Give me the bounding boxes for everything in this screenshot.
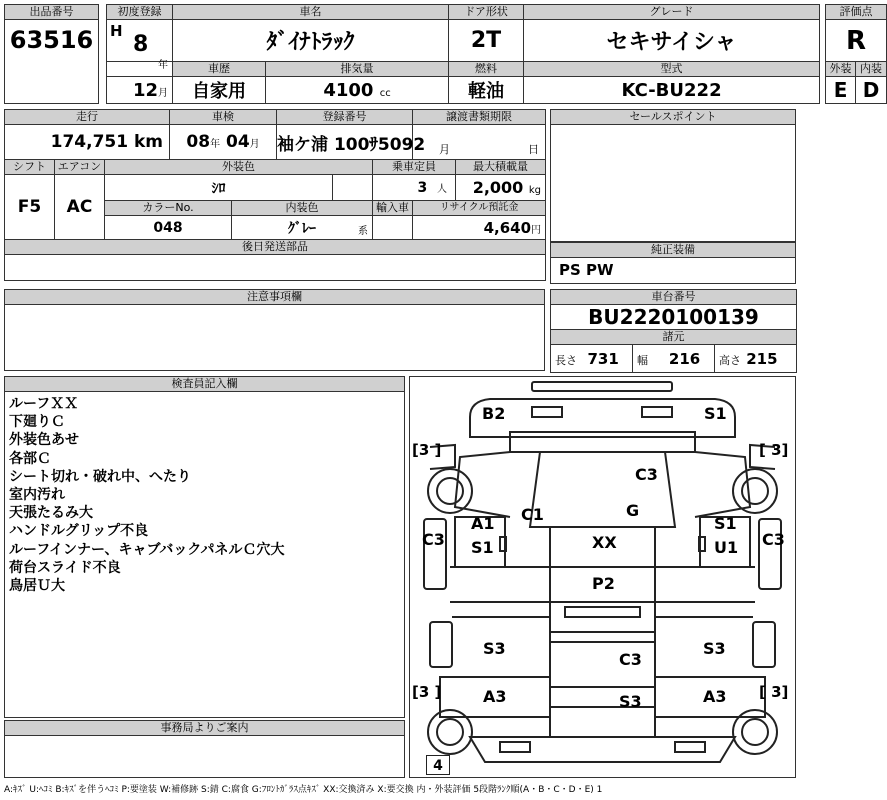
grade-label: グレード (524, 5, 820, 20)
mark-s3-right: S3 (703, 639, 726, 658)
office-label: 事務局よりご案内 (5, 721, 404, 736)
tire-rear-right-value: 3 (771, 683, 782, 701)
equipment-label: 純正装備 (551, 243, 795, 258)
model-label: 型式 (524, 62, 820, 77)
chassis-number: BU2220100139 (551, 305, 797, 330)
notes-label: 注意事項欄 (5, 290, 544, 305)
legend-text: A:ｷｽﾞ U:ﾍｺﾐ B:ｷｽﾞを伴うﾍｺﾐ P:要塗装 W:補修跡 S:錆 C:腐食 G:ﾌﾛﾝﾄｶﾞﾗｽ点ｷｽﾞ XX:交換済み X:要交換 内・外装評価 5段階ﾗﾝｸ順(A・B・C・D・E) 1 (4, 785, 603, 795)
shift: F5 (5, 175, 55, 240)
int-color-suffix: 系 (358, 226, 369, 237)
reg-year: 8 (133, 32, 149, 57)
inspector-line: 天張たるみ大 (9, 505, 93, 522)
equipment-box (550, 242, 796, 284)
height: 215 (746, 349, 778, 368)
mark-b2: B2 (482, 404, 506, 423)
inspector-line: 各部Ｃ (9, 450, 51, 467)
era: H (110, 22, 123, 40)
ext-label: 外装 (826, 62, 856, 77)
recycle-fee: 4,640 (483, 218, 532, 237)
inspector-label: 検査員記入欄 (5, 377, 404, 392)
length: 731 (587, 349, 619, 368)
mark-c3-left: C3 (422, 530, 445, 549)
inspector-line: 外装色あせ (9, 432, 79, 449)
capacity-label: 乗車定員 (373, 160, 456, 175)
inspector-line: シート切れ・破れ中、へたり (9, 468, 191, 485)
score: R (826, 20, 887, 62)
mileage: 174,751 (50, 132, 129, 152)
tire-front-right-value: 3 (771, 441, 782, 459)
mark-g: G (626, 501, 640, 520)
reg-no-label: 登録番号 (277, 110, 413, 125)
ext-grade: E (826, 77, 856, 104)
int-color: ｸﾞﾚｰ (288, 220, 317, 237)
tire-rear-left-value: 3 (418, 683, 430, 701)
lot-no-label: 出品番号 (5, 5, 99, 20)
later-parts-label: 後日発送部品 (5, 240, 546, 255)
rear-left-tire-icon (428, 710, 472, 754)
first-reg-label: 初度登録 (107, 5, 173, 20)
insp-year: 08 (186, 132, 211, 152)
width: 216 (668, 349, 701, 368)
reg-no: 袖ケ浦 100ｻ5092 (277, 125, 413, 160)
mark-xx: XX (592, 533, 617, 552)
sales-point-box (550, 109, 796, 242)
int-grade: D (856, 77, 887, 104)
recycle-label: リサイクル預託金 (413, 201, 546, 216)
header-table (4, 4, 887, 104)
month-unit: 月 (158, 87, 168, 99)
mark-s1-right: S1 (714, 514, 737, 533)
disp-unit: cc (379, 87, 391, 99)
recycle-unit: 円 (531, 224, 542, 236)
front-left-tire-icon (428, 469, 472, 513)
specs-table (4, 109, 546, 281)
mark-s1-left: S1 (471, 538, 494, 557)
history: 自家用 (173, 77, 266, 104)
mark-u1: U1 (714, 538, 739, 557)
damage-diagram: [3 ] [ 3] [3 ] [ 3] 4 B2 S1 C3 G C1 A1 S1 XX S1 U1 C3 C3 P2 S3 S3 C3 A3 A3 S3 (409, 376, 796, 778)
mark-c1: C1 (521, 505, 544, 524)
color-no: 048 (105, 216, 232, 240)
fuel: 軽油 (449, 77, 524, 104)
rear-right-tire-icon (733, 710, 777, 754)
mark-a3-right: A3 (703, 687, 727, 706)
mark-c3-right: C3 (762, 530, 785, 549)
load-unit: kg (528, 185, 542, 196)
sales-point-label: セールスポイント (551, 110, 795, 125)
mark-s1-top: S1 (704, 404, 727, 423)
inspector-line: ルーフインナー、キャブバックパネルＣ穴大 (9, 541, 285, 558)
chassis-label: 車台番号 (551, 290, 797, 305)
color-no-label: カラーNo. (105, 201, 232, 216)
front-right-tire-icon (733, 469, 777, 513)
fuel-label: 燃料 (449, 62, 524, 77)
shift-label: シフト (5, 160, 55, 175)
displacement: 4100 (323, 79, 374, 101)
spare-tire-value: 4 (426, 755, 450, 775)
later-parts-field (5, 255, 546, 281)
mark-s3-left: S3 (483, 639, 506, 658)
height-label: 高さ (719, 353, 741, 367)
inspection-label: 車検 (170, 110, 277, 125)
mileage-unit: km (134, 132, 164, 152)
chassis-table (550, 289, 797, 373)
dims-label: 諸元 (551, 330, 797, 345)
mark-c3-cab: C3 (635, 465, 658, 484)
length-label: 長さ (555, 353, 577, 367)
mark-c3-bed: C3 (619, 650, 642, 669)
model-code: KC-BU222 (524, 77, 820, 104)
inspector-box (4, 376, 405, 718)
tire-front-left-value: 3 (418, 441, 430, 459)
capacity-unit: 人 (437, 183, 448, 195)
office-box (4, 720, 405, 778)
mark-a3-left: A3 (483, 687, 507, 706)
door-type: 2T (449, 20, 524, 62)
import-label: 輸入車 (373, 201, 413, 216)
load-label: 最大積載量 (456, 160, 546, 175)
insp-year-unit: 年 (210, 139, 221, 150)
mark-p2: P2 (592, 574, 615, 593)
disp-label: 排気量 (266, 62, 449, 77)
mark-s3-bottom: S3 (619, 692, 642, 711)
equipment-value: PS PW (559, 261, 614, 279)
insp-month: 04 (225, 132, 250, 152)
width-label: 幅 (637, 353, 648, 367)
history-label: 車歴 (173, 62, 266, 77)
score-label: 評価点 (826, 5, 887, 20)
int-label: 内装 (856, 62, 887, 77)
grade: セキサイシャ (524, 20, 820, 62)
capacity: 3 (417, 179, 428, 196)
ext-color-label: 外装色 (105, 160, 373, 175)
ext-color: ｼﾛ (105, 175, 333, 201)
inspector-line: 室内汚れ (9, 487, 65, 504)
load: 2,000 (472, 178, 524, 197)
year-unit: 年 (158, 60, 168, 71)
inspector-line: ハンドルグリップ不良 (9, 523, 149, 540)
int-color-label: 内装色 (232, 201, 373, 216)
inspector-line: 下廻りＣ (9, 414, 65, 431)
car-name: ﾀﾞｲﾅﾄﾗｯｸ (173, 20, 449, 62)
reg-month: 12 (132, 79, 158, 101)
door-label: ドア形状 (449, 5, 524, 20)
mark-a1: A1 (471, 514, 495, 533)
transfer-label: 譲渡書類期限 (413, 110, 546, 125)
inspector-line: 荷台スライド不良 (9, 559, 121, 576)
lot-no: 63516 (9, 26, 94, 54)
mileage-label: 走行 (5, 110, 170, 125)
inspector-line: 鳥居Ｕ大 (9, 578, 65, 595)
car-name-label: 車名 (173, 5, 449, 20)
transfer-month: 月 (439, 143, 451, 156)
ac: AC (55, 175, 105, 240)
inspector-line: ルーフＸＸ (9, 396, 79, 412)
ac-label: エアコン (55, 160, 105, 175)
notes-box (4, 289, 545, 371)
insp-month-unit: 月 (249, 139, 260, 150)
transfer-day: 日 (528, 143, 540, 156)
